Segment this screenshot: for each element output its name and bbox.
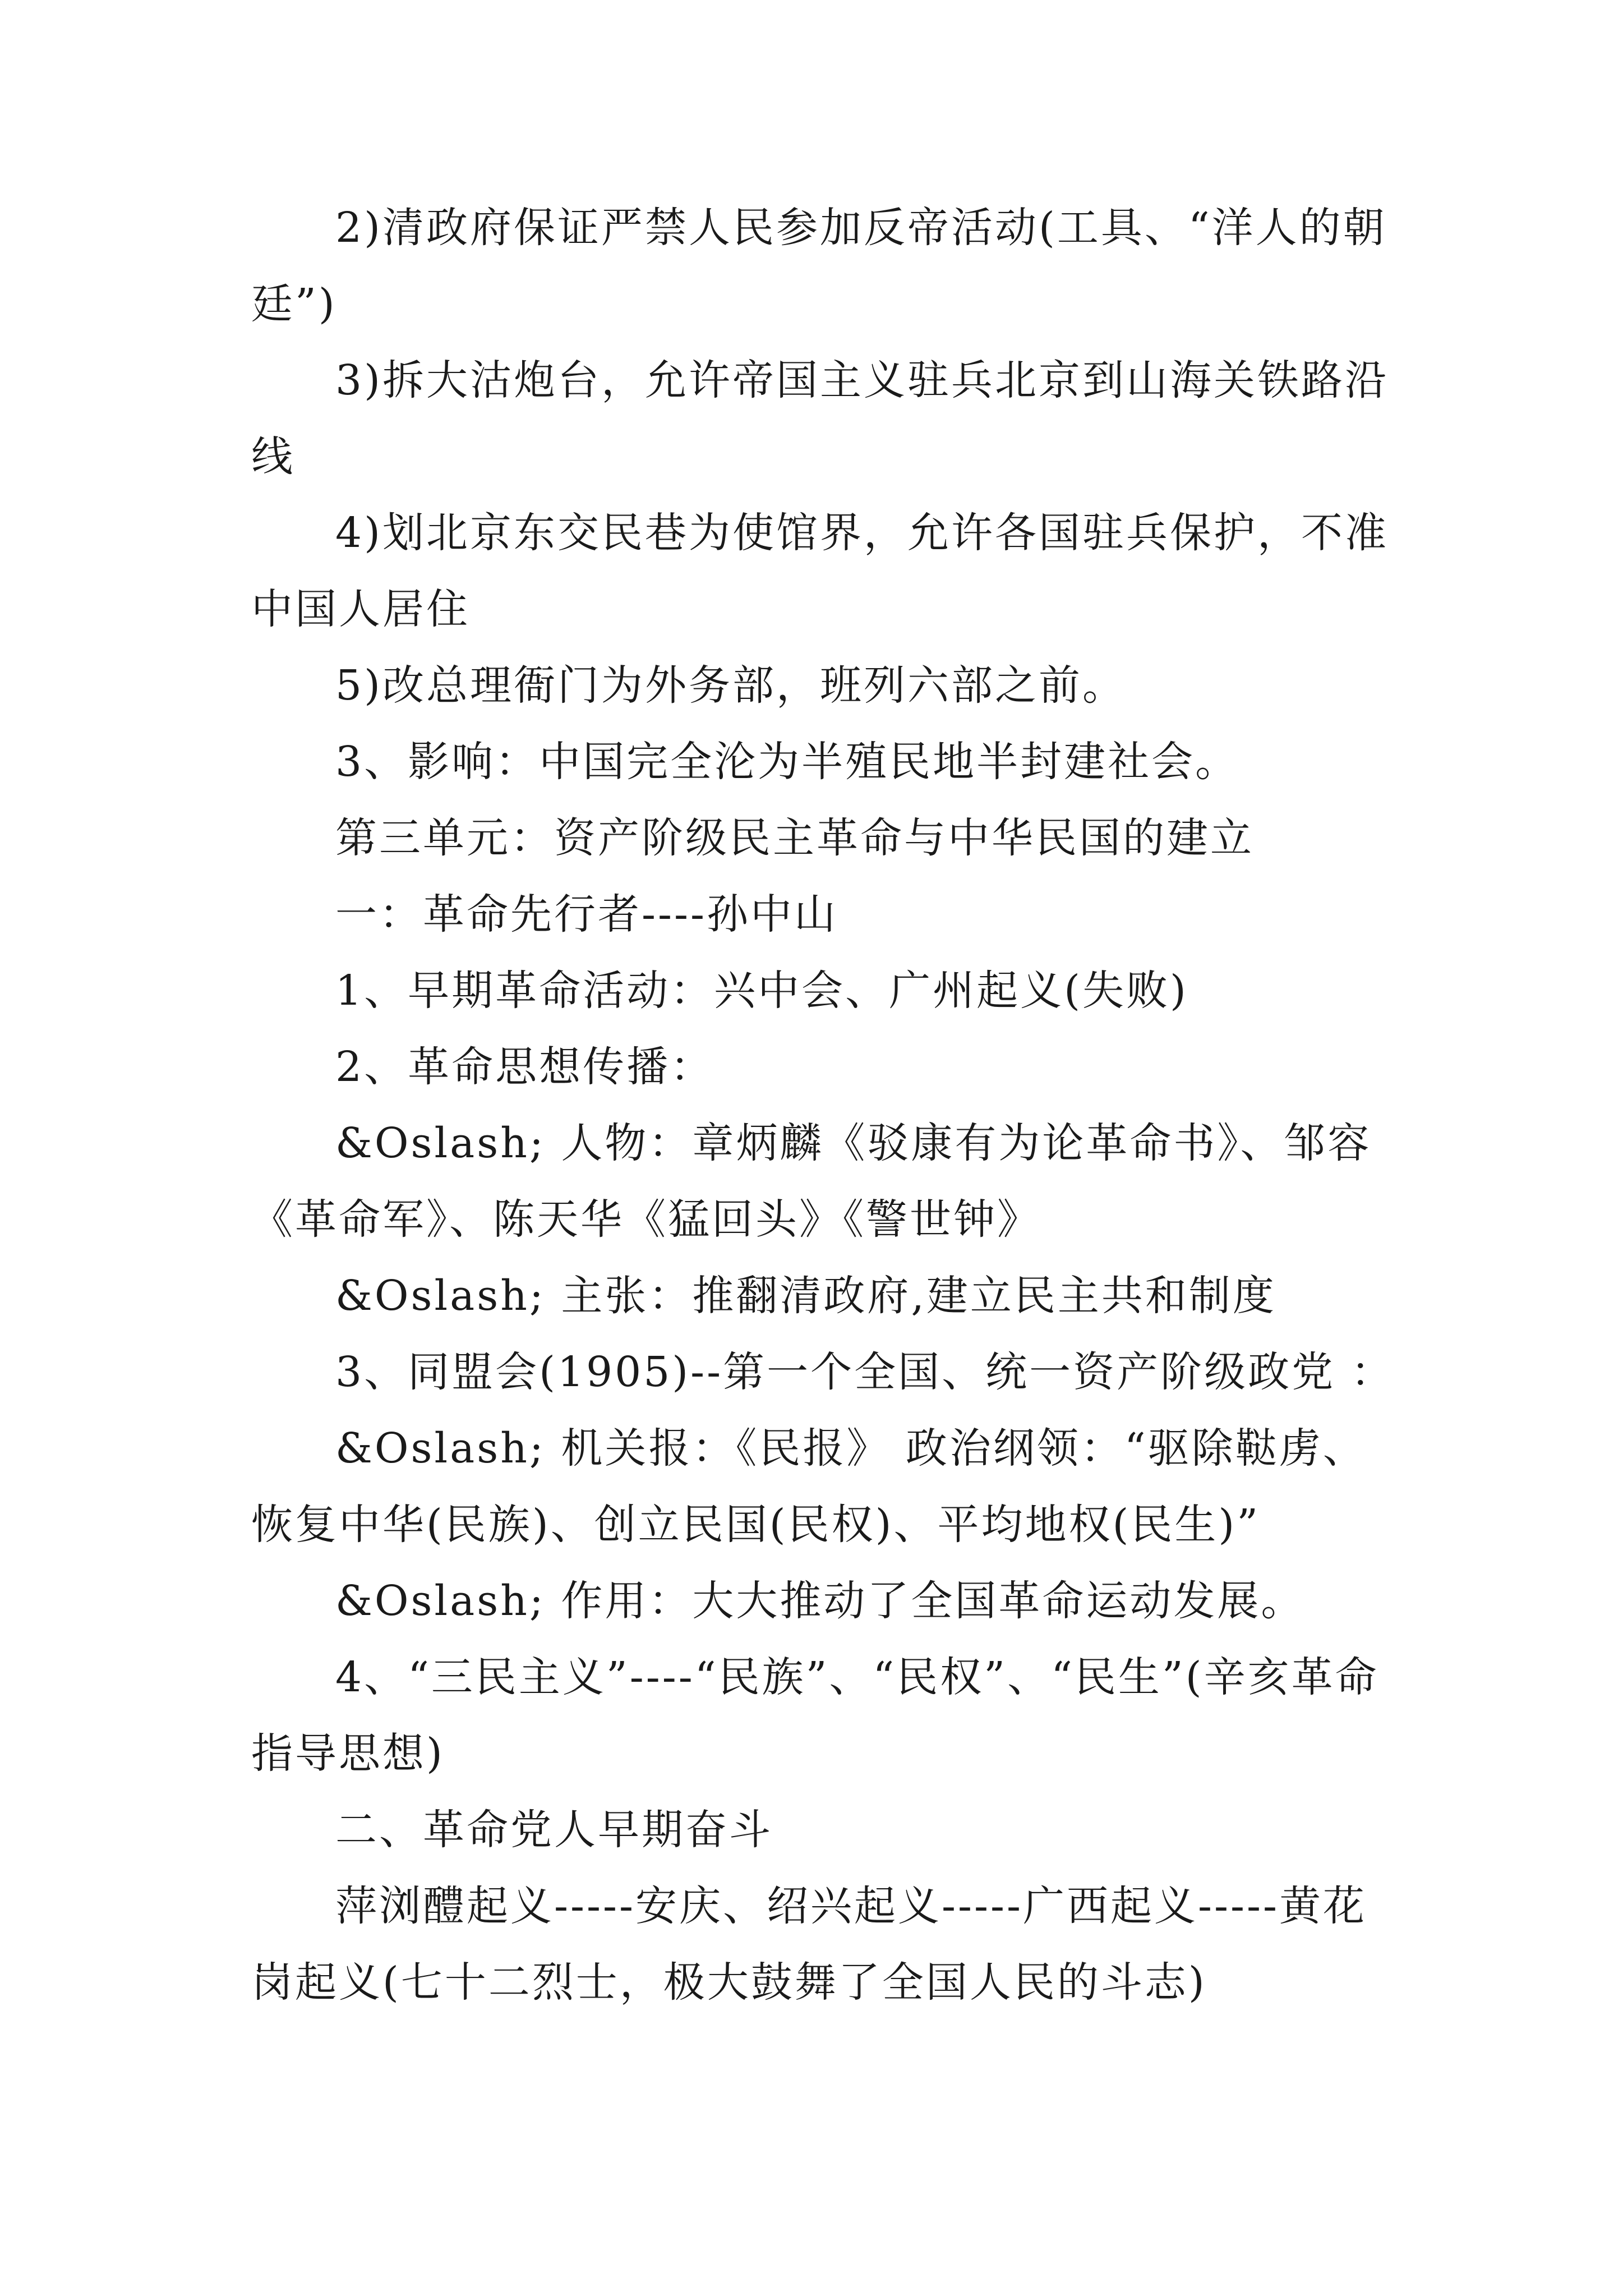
paragraph-8: 1、早期革命活动：兴中会、广州起义(失败) bbox=[335, 967, 1188, 1015]
paragraph-14: &Oslash; 作用：大大推动了全国革命运动发展。 bbox=[335, 1577, 1305, 1625]
paragraph-4: 5)改总理衙门为外务部，班列六部之前。 bbox=[335, 661, 1126, 710]
paragraph-3: 4)划北京东交民巷为使馆界，允许各国驻兵保护，不准中国人居住 bbox=[251, 509, 1389, 633]
paragraph-15: 4、“三民主义”----“民族”、“民权”、“民生”(辛亥革命指导思想) bbox=[251, 1653, 1379, 1778]
paragraph-2: 3)拆大沽炮台，允许帝国主义驻兵北京到山海关铁路沿线 bbox=[251, 356, 1389, 481]
paragraph-10: &Oslash; 人物：章炳麟《驳康有为论革命书》、邹容《革命军》、陈天华《猛回头》《警世钟》 bbox=[251, 1119, 1372, 1244]
paragraph-9: 2、革命思想传播： bbox=[335, 1043, 714, 1091]
paragraph-5: 3、影响：中国完全沦为半殖民地半封建社会。 bbox=[335, 738, 1239, 786]
section-heading-unit-3: 第三单元：资产阶级民主革命与中华民国的建立 bbox=[335, 814, 1254, 862]
subheading-early-struggles: 二、革命党人早期奋斗 bbox=[335, 1806, 773, 1854]
subheading-sun-yat-sen: 一：革命先行者----孙中山 bbox=[335, 890, 838, 938]
document-body bbox=[251, 190, 1395, 2021]
paragraph-13: &Oslash; 机关报：《民报》 政治纲领：“驱除鞑虏、恢复中华(民族)、创立民国(民权)、平均地权(民生)” bbox=[251, 1424, 1367, 1549]
paragraph-17: 萍浏醴起义-----安庆、绍兴起义-----广西起义-----黄花岗起义(七十二烈士，极大鼓舞了全国人民的斗志) bbox=[251, 1882, 1367, 2007]
paragraph-12: 3、同盟会(1905)--第一个全国、统一资产阶级政党 ： bbox=[335, 1348, 1395, 1396]
paragraph-11: &Oslash; 主张：推翻清政府,建立民主共和制度 bbox=[335, 1272, 1276, 1320]
paragraph-1: 2)清政府保证严禁人民参加反帝活动(工具、“洋人的朝廷”) bbox=[251, 204, 1387, 328]
